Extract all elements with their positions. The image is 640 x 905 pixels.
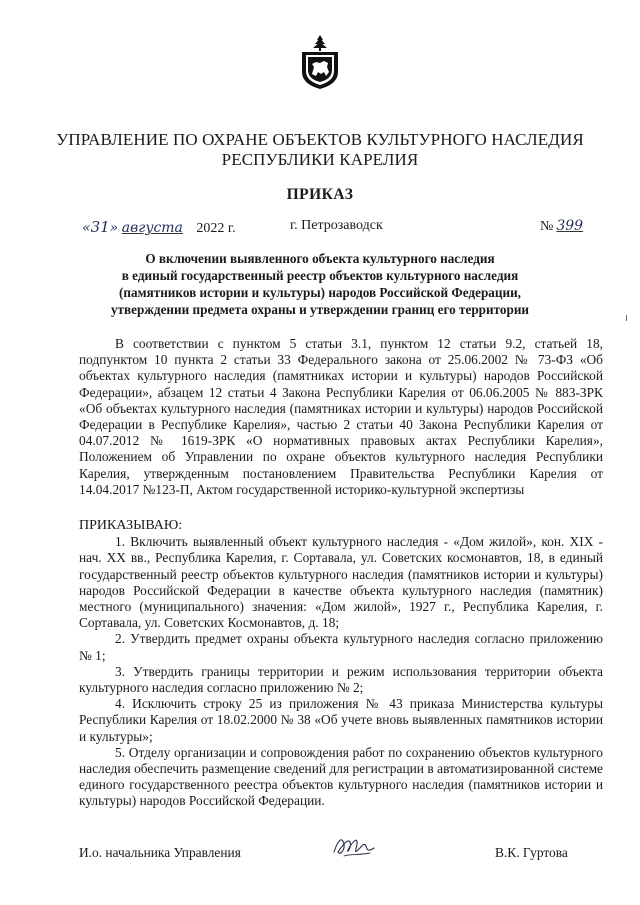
order-date xyxy=(82,218,236,237)
order-item: 2. Утвердить предмет охраны объекта культурного наследия согласно приложению № 1; xyxy=(79,631,603,663)
signatory-name: В.К. Гуртова xyxy=(495,845,568,860)
order-body xyxy=(79,336,603,810)
order-item: 5. Отделу организации и сопровождения работ по сохранению объектов культурного наследия обеспечить размещение сведений для регистрации в автоматизированной системе единого государственного реестра объектов культурного наследия (памятников истории и культуры) народов Российской Федерации. xyxy=(79,744,603,809)
order-item: 1. Включить выявленный объект культурного наследия - «Дом жилой», кон. XIX - нач. XX вв., Республика Карелия, г. Сортавала, ул. Советских космонавтов, 18, в единый государственный реестр объектов культурного наследия (памятников истории и культуры) народов Российской Федерации в качестве объекта культурного наследия (памятник) местного (муниципального) значения: «Дом жилой», 1927 г., Республика Карелия, г. Сортавала, ул. Советских Космонавтов, д. 18; xyxy=(79,534,603,631)
order-item: 3. Утвердить границы территории и режим использования территории объекта культурного наследия согласно приложению № 2; xyxy=(79,663,603,696)
organization-name xyxy=(40,130,600,170)
org-line-2: РЕСПУБЛИКИ КАРЕЛИЯ xyxy=(221,150,419,169)
subject-line-2: в единый государственный реестр объектов культурного наследия xyxy=(121,268,519,283)
subject-line-4: утверждении предмета охраны и утверждении границ его территории xyxy=(110,302,530,317)
org-line-1: УПРАВЛЕНИЕ ПО ОХРАНЕ ОБЪЕКТОВ КУЛЬТУРНОГО НАСЛЕДИЯ xyxy=(56,130,584,149)
subject-line-1: О включении выявленного объекта культурного наследия xyxy=(145,251,495,266)
number-label: № xyxy=(540,219,554,234)
date-close-quote: » xyxy=(109,220,119,236)
number-value: 399 xyxy=(556,218,584,234)
signature-icon xyxy=(330,830,378,864)
preamble-paragraph: В соответствии с пунктом 5 статьи 3.1, пунктом 12 статьи 9.2, статьей 18, подпунктом 10 пункта 2 статьи 33 Федерального закона от 25.06.2002 № 73-ФЗ «Об объектах культурного наследия (памятниках истории и культуры) народов Российской Федерации», абзацем 12 статьи 4 Закона Республики Карелия от 06.06.2005 № 883-ЗРК «Об объектах культурного наследия (памятниках истории и культуры) народов Российской Федерации в Республике Карелия», частью 2 статьи 40 Закона Республики Карелия от 04.07.2012 № 1619-ЗРК «О нормативных правовых актах Республики Карелия», Положением об Управлении по охране объектов культурного наследия Республики Карелия, утвержденным постановлением Правительства Республики Карелия от 14.04.2017 №123-П, Актом государственной историко-культурной экспертизы xyxy=(79,336,603,497)
order-number xyxy=(540,218,583,235)
city: г. Петрозаводск xyxy=(290,218,383,233)
subject-line-3: (памятников истории и культуры) народов Российской Федерации, xyxy=(119,285,521,300)
date-day: 31 xyxy=(90,218,110,236)
order-item: 4. Исключить строку 25 из приложения № 43 приказа Министерства культуры Республики Карелия от 18.02.2000 № 38 «Об учете вновь выявленных памятников истории и культуры»; xyxy=(79,696,603,744)
order-subject xyxy=(100,250,540,318)
date-year: 2022 г. xyxy=(196,221,236,236)
document-type: ПРИКАЗ xyxy=(286,186,354,203)
order-word: ПРИКАЗЫВАЮ: xyxy=(79,518,183,534)
coat-of-arms-icon xyxy=(299,34,341,90)
signatory-position: И.о. начальника Управления xyxy=(79,845,241,860)
scan-mark xyxy=(626,315,627,321)
date-open-quote: « xyxy=(82,220,91,236)
date-month: августа xyxy=(121,220,183,236)
